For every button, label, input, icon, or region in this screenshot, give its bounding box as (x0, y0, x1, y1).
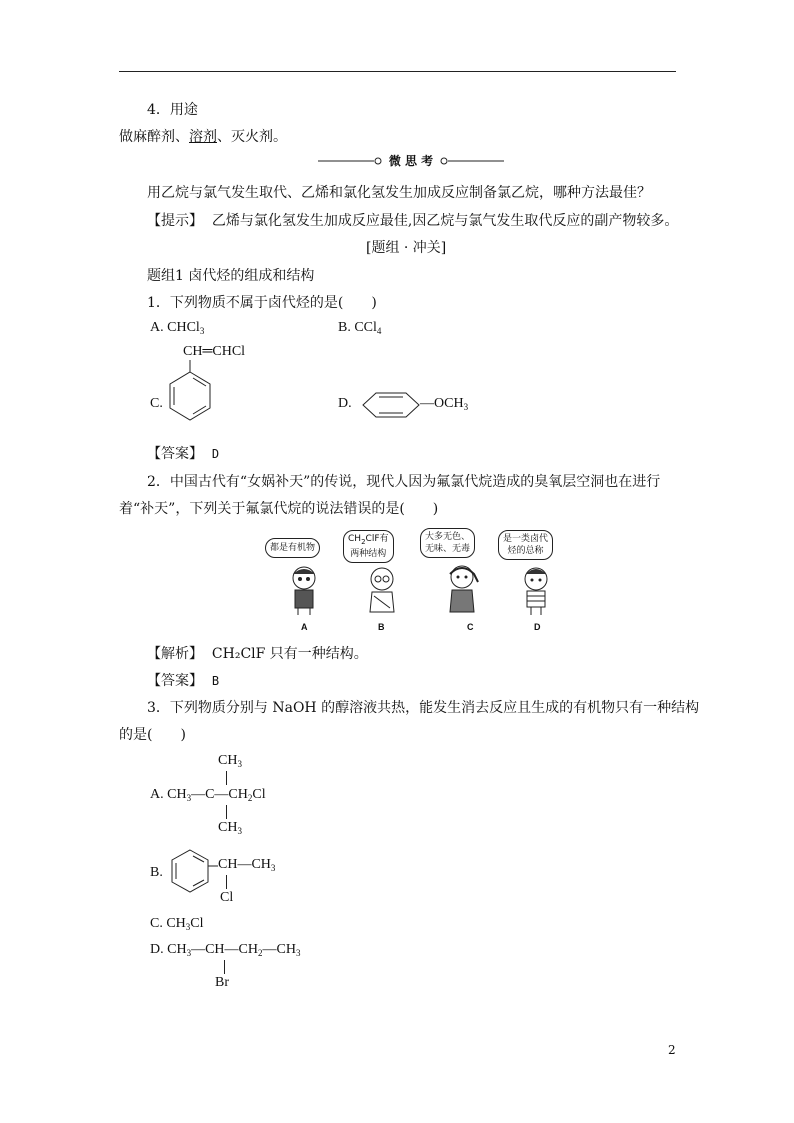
q1-option-b: B. CCl$_4$ (338, 320, 382, 336)
caption-d: D (534, 622, 541, 632)
q2-answer-row (147, 670, 219, 690)
page: 4．用途 做麻醉剂、溶剂、灭火剂。 微 思 考 用乙烷与氯气发生取代、乙烯和氯化氢发生加成反应制备氯乙烷，哪种方法最佳？ 【提示】 乙烯与氯化氢发生加成反应最佳,因乙烷与氯气发生取代反应的副产物较多。 [题组 · 冲关] 题组1 卤代烃的组成和结构 1．下列物质不属于卤代烃的是( ) A. CHCl$_3$ B. CCl$_4$ C. CH═CHCl D. $—OCH_3$ 【答案】 D 2．中国古代有“女娲补天”的传说，现代人因为氟氯代烷造成的臭氧层空洞也在进行 着“补天”，下列关于氟氯代烷的说法错误的是( ) 都是有机物 $CH_2ClF$有 两种结构 大多无色、 无味、无毒 是一类卤代 烃的总称 A B C D 【解析】 CH₂ClF 只有一种结构。 【答案】 B 3．下列物质分别与 NaOH 的醇溶液共热，能发生消去反应且生成的有机物只有一种结构 的是( ) $CH_3$ A. $CH_3—C—CH_2Cl$ $CH_3$ B. $CH—CH_3$ Cl C. $CH_3Cl$ D. $CH_3—CH—CH_2—CH_3$ Br 2 (0, 0, 794, 1123)
header-rule (119, 71, 676, 72)
banner-title: 微 思 考 (388, 154, 434, 168)
caption-b: B (378, 622, 385, 632)
figure-d-icon (518, 566, 554, 616)
bubble-a: 都是有机物 (265, 538, 320, 558)
figure-b-icon (364, 566, 400, 616)
page-number: 2 (668, 1043, 676, 1057)
q1-option-a: A. CHCl$_3$ (150, 320, 205, 336)
bubble-b: $CH_2ClF$有 两种结构 (343, 530, 394, 563)
benzene-ring-d (356, 392, 426, 418)
q1-option-d-group: $—OCH_3$ (420, 396, 469, 412)
q3-stem-line1: 3．下列物质分别与 NaOH 的醇溶液共热，能发生消去反应且生成的有机物只有一种结构 (147, 700, 700, 716)
hint-text: 乙烯与氯化氢发生加成反应最佳,因乙烷与氯气发生取代反应的副产物较多。 (211, 213, 679, 229)
bubble-c: 大多无色、 无味、无毒 (420, 528, 475, 558)
benzene-ring-b (168, 848, 218, 900)
q1-answer: D (211, 447, 220, 461)
q2-analysis: CH₂ClF 只有一种结构。 (211, 646, 368, 662)
q3-stem-line2: 的是( ) (119, 727, 186, 743)
hint-row (147, 210, 678, 230)
bubble-d: 是一类卤代 烃的总称 (498, 530, 553, 560)
q1-option-c-label: C. (150, 396, 163, 411)
group1-title: 题组1 卤代烃的组成和结构 (147, 268, 315, 284)
section-body: 做麻醉剂、溶剂、灭火剂。 (119, 129, 287, 145)
q2-stem-line2: 着“补天”，下列关于氟氯代烷的说法错误的是( ) (119, 501, 439, 517)
q2-stem-line1: 2．中国古代有“女娲补天”的传说，现代人因为氟氯代烷造成的臭氧层空洞也在进行 (147, 474, 661, 490)
think-question: 用乙烷与氯气发生取代、乙烯和氯化氢发生加成反应制备氯乙烷，哪种方法最佳？ (147, 185, 651, 201)
q2-answer: B (211, 674, 220, 688)
q3-option-c: C. $CH_3Cl$ (150, 916, 204, 932)
q2-analysis-row (147, 643, 368, 663)
q1-option-d-label: D. (338, 396, 352, 411)
q1-stem: 1．下列物质不属于卤代烃的是( ) (147, 295, 377, 311)
hint-label: 【提示】 (147, 213, 203, 229)
figure-c-icon (442, 562, 482, 616)
q1-answer-label: 【答案】 (147, 446, 203, 462)
caption-c: C (467, 622, 474, 632)
think-banner (318, 152, 504, 170)
q1-answer-row (147, 443, 219, 463)
q2-analysis-label: 【解析】 (147, 646, 203, 662)
benzene-ring-c (165, 360, 215, 426)
q2-illustration (262, 526, 556, 636)
q2-answer-label: 【答案】 (147, 673, 203, 689)
group-header: [题组 · 冲关] (366, 240, 447, 256)
caption-a: A (301, 622, 308, 632)
section-title: 4．用途 (147, 102, 198, 118)
q1-option-c-substituent: CH═CHCl (183, 344, 246, 359)
figure-a-icon (286, 564, 322, 616)
